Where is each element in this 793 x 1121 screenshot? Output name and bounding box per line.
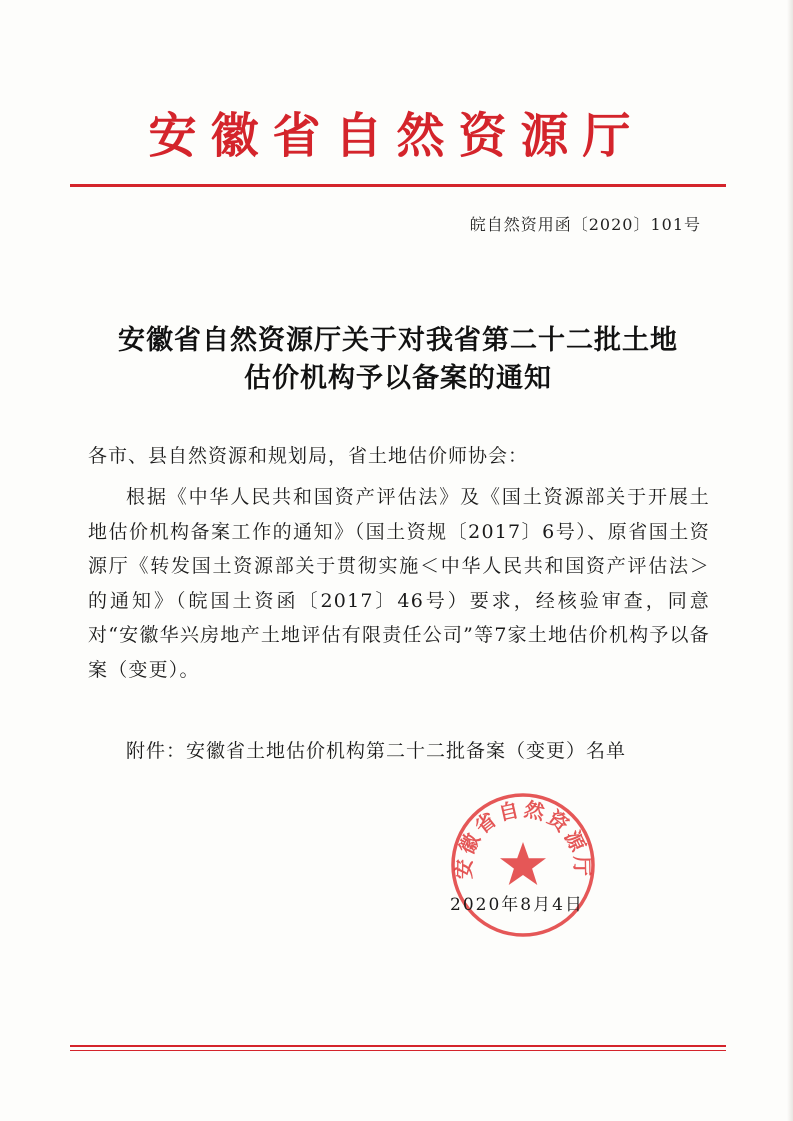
official-seal-icon xyxy=(448,790,598,940)
page-edge-shadow xyxy=(787,0,793,1121)
body-paragraph: 根据《中华人民共和国资产评估法》及《国土资源部关于开展土地估价机构备案工作的通知》（国土资规〔2017〕6号）、原省国土资源厅《转发国土资源部关于贯彻实施＜中华人民共和国资产评估法＞的通知》（皖国土资函〔2017〕46号）要求，经核验审查，同意对“安徽华兴房地产土地评估有限责任公司”等7家土地估价机构予以备案（变更）。 xyxy=(88,486,710,681)
document-number: 皖自然资用函〔2020〕101号 xyxy=(469,215,701,234)
footer-red-rule-thin xyxy=(70,1050,726,1051)
salutation: 各市、县自然资源和规划局，省土地估价师协会： xyxy=(88,445,529,467)
letterhead-red-rule xyxy=(70,184,726,187)
footer-red-rule xyxy=(70,1045,726,1047)
notice-title-line-1: 安徽省自然资源厅关于对我省第二十二批土地 xyxy=(118,325,678,356)
attachment-line: 附件：安徽省土地估价机构第二十二批备案（变更）名单 xyxy=(126,740,627,762)
letterhead-title: 安徽省自然资源厅 xyxy=(148,108,645,164)
svg-text:安徽省自然资源厅: 安徽省自然资源厅 xyxy=(451,796,595,880)
issue-date: 2020年8月4日 xyxy=(450,895,584,915)
notice-title-line-2: 估价机构予以备案的通知 xyxy=(244,363,552,394)
